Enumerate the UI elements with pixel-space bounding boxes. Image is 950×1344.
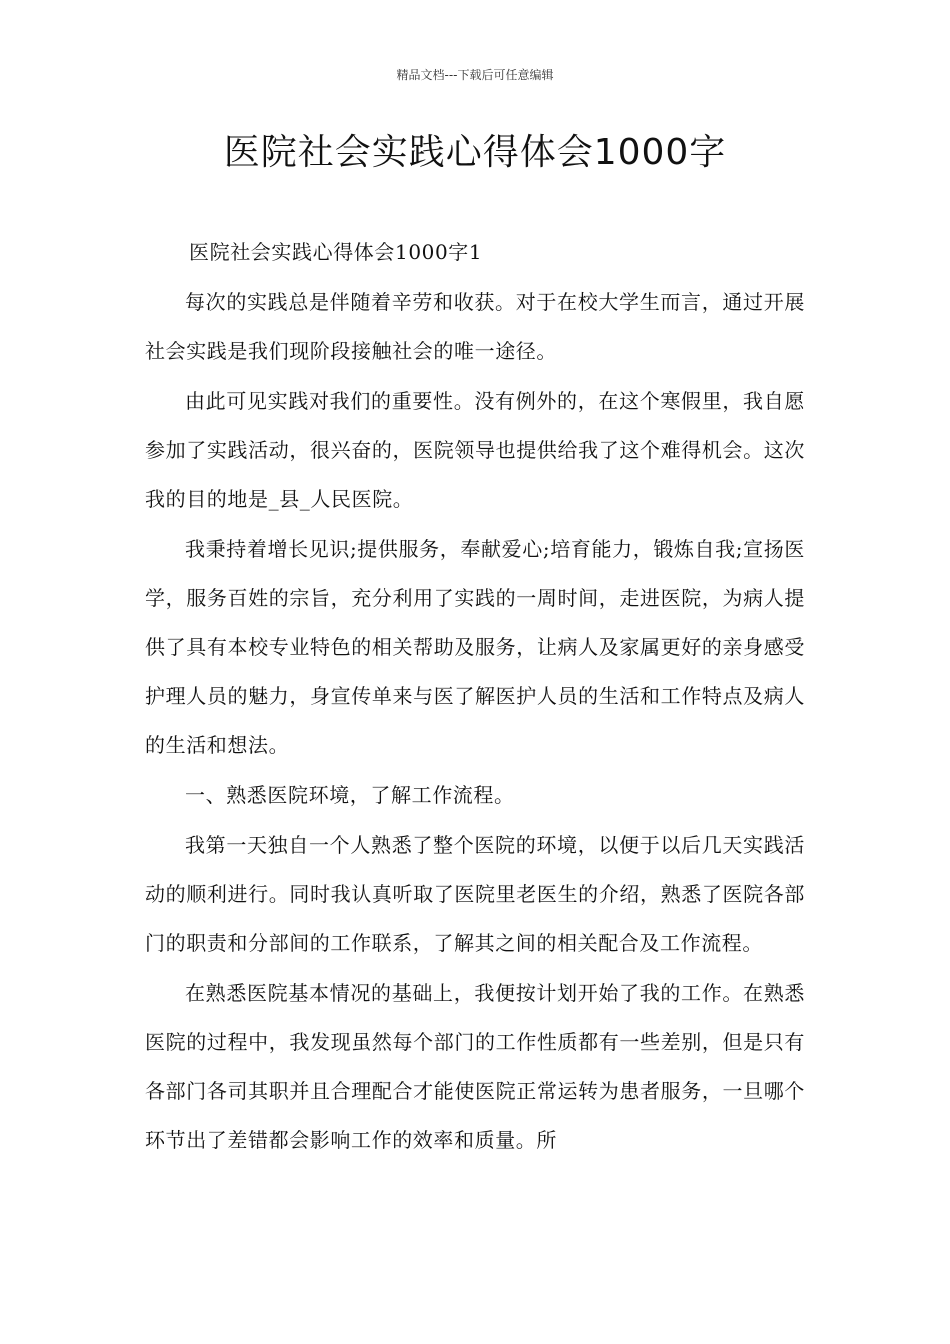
paragraph-5: 在熟悉医院基本情况的基础上，我便按计划开始了我的工作。在熟悉医院的过程中，我发现虽然每个部门的工作性质都有一些差别，但是只有各部门各司其职并且合理配合才能使医院正常运转为患者服务，一旦哪个环节出了差错都会影响工作的效率和质量。所 <box>145 981 805 1152</box>
header-note: 精品文档---下载后可任意编辑 <box>396 68 554 82</box>
section-subtitle: 医院社会实践心得体会1000字1 <box>189 240 483 264</box>
paragraph-3: 我秉持着增长见识;提供服务，奉献爱心;培育能力，锻炼自我;宣扬医学，服务百姓的宗旨，充分利用了实践的一周时间，走进医院，为病人提供了具有本校专业特色的相关帮助及服务，让病人及家属更好的亲身感受护理人员的魅力，身宣传单来与医了解医护人员的生活和工作特点及病人的生活和想法。 <box>145 537 805 757</box>
paragraph-2: 由此可见实践对我们的重要性。没有例外的，在这个寒假里，我自愿参加了实践活动，很兴奋的，医院领导也提供给我了这个难得机会。这次我的目的地是_县_人民医院。 <box>145 389 805 511</box>
paragraph-4: 我第一天独自一个人熟悉了整个医院的环境，以便于以后几天实践活动的顺利进行。同时我认真听取了医院里老医生的介绍，熟悉了医院各部门的职责和分部间的工作联系，了解其之间的相关配合及工作流程。 <box>145 833 805 955</box>
paragraph-1: 每次的实践总是伴随着辛劳和收获。对于在校大学生而言，通过开展社会实践是我们现阶段接触社会的唯一途径。 <box>145 290 805 363</box>
section-heading-1: 一、熟悉医院环境，了解工作流程。 <box>185 783 515 807</box>
document-body <box>145 228 805 1166</box>
document-title: 医院社会实践心得体会1000字 <box>223 132 727 173</box>
